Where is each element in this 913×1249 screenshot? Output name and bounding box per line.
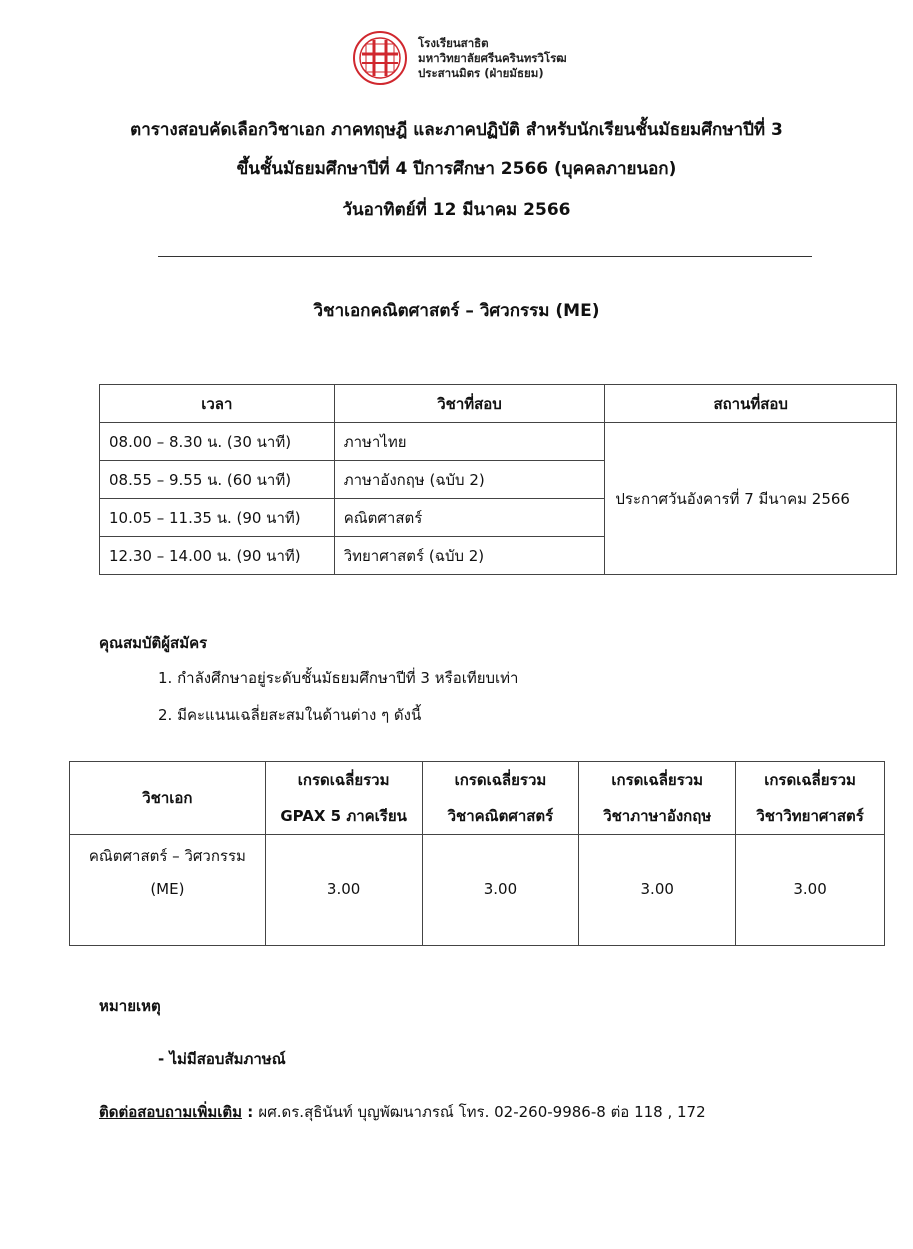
school-logo (350, 30, 590, 86)
science-grade-cell: 3.00 (736, 835, 885, 946)
school-name-line2: มหาวิทยาลัยศรีนครินทรวิโรฒ (418, 51, 567, 65)
contact-label: ติดต่อสอบถามเพิ่มเติม (99, 1103, 242, 1121)
time-cell: 10.05 – 11.35 น. (90 นาที) (100, 499, 335, 537)
gpax-cell: 3.00 (265, 835, 422, 946)
math-grade-cell: 3.00 (422, 835, 579, 946)
contact-colon: : (241, 1103, 259, 1121)
divider (158, 256, 812, 257)
table-row (100, 423, 897, 461)
subject-cell: วิทยาศาสตร์ (ฉบับ 2) (334, 537, 605, 575)
time-cell: 08.55 – 9.55 น. (60 นาที) (100, 461, 335, 499)
exam-schedule-table (99, 384, 897, 575)
table-header-row (100, 385, 897, 423)
major-cell: คณิตศาสตร์ – วิศวกรรม (ME) (70, 835, 266, 946)
school-name-line3: ประสานมิตร (ฝ่ายมัธยม) (418, 66, 544, 80)
header-major: วิชาเอก (70, 762, 266, 835)
subject-cell: ภาษาไทย (334, 423, 605, 461)
school-emblem-icon (350, 30, 410, 86)
table-row (70, 835, 885, 946)
subject-cell: ภาษาอังกฤษ (ฉบับ 2) (334, 461, 605, 499)
header-gpax: เกรดเฉลี่ยรวม GPAX 5 ภาคเรียน (265, 762, 422, 835)
document-title-line2: ขึ้นชั้นมัธยมศึกษาปีที่ 4 ปีการศึกษา 2566 (บุคคลภายนอก) (236, 159, 677, 179)
contact-line (99, 1100, 706, 1124)
header-location: สถานที่สอบ (605, 385, 897, 423)
time-cell: 08.00 – 8.30 น. (30 นาที) (100, 423, 335, 461)
school-name-line1: โรงเรียนสาธิต (418, 36, 489, 50)
note-item: - ไม่มีสอบสัมภาษณ์ (158, 1050, 286, 1068)
time-cell: 12.30 – 14.00 น. (90 นาที) (100, 537, 335, 575)
qualifications-title: คุณสมบัติผู้สมัคร (99, 634, 208, 652)
exam-date: วันอาทิตย์ที่ 12 มีนาคม 2566 (342, 200, 571, 220)
english-grade-cell: 3.00 (579, 835, 736, 946)
notes-title: หมายเหตุ (99, 997, 161, 1015)
contact-text: ผศ.ดร.สุธินันท์ บุญพัฒนาภรณ์ โทร. 02-260-9986-8 ต่อ 118 , 172 (258, 1103, 706, 1121)
header-science-grade: เกรดเฉลี่ยรวม วิชาวิทยาศาสตร์ (736, 762, 885, 835)
header-english-grade: เกรดเฉลี่ยรวม วิชาภาษาอังกฤษ (579, 762, 736, 835)
grade-requirements-table (69, 761, 885, 946)
header-math-grade: เกรดเฉลี่ยรวม วิชาคณิตศาสตร์ (422, 762, 579, 835)
location-cell: ประกาศวันอังคารที่ 7 มีนาคม 2566 (605, 423, 897, 575)
subject-cell: คณิตศาสตร์ (334, 499, 605, 537)
header-subject: วิชาที่สอบ (334, 385, 605, 423)
document-title-line1: ตารางสอบคัดเลือกวิชาเอก ภาคทฤษฎี และภาคปฏิบัติ สำหรับนักเรียนชั้นมัธยมศึกษาปีที่ 3 (130, 120, 783, 140)
table-header-row (70, 762, 885, 835)
major-subject-title: วิชาเอกคณิตศาสตร์ – วิศวกรรม (ME) (313, 301, 600, 321)
header-time: เวลา (100, 385, 335, 423)
qualification-item: 1. กำลังศึกษาอยู่ระดับชั้นมัธยมศึกษาปีที่ 3 หรือเทียบเท่า (158, 669, 519, 687)
qualification-item: 2. มีคะแนนเฉลี่ยสะสมในด้านต่าง ๆ ดังนี้ (158, 706, 422, 724)
